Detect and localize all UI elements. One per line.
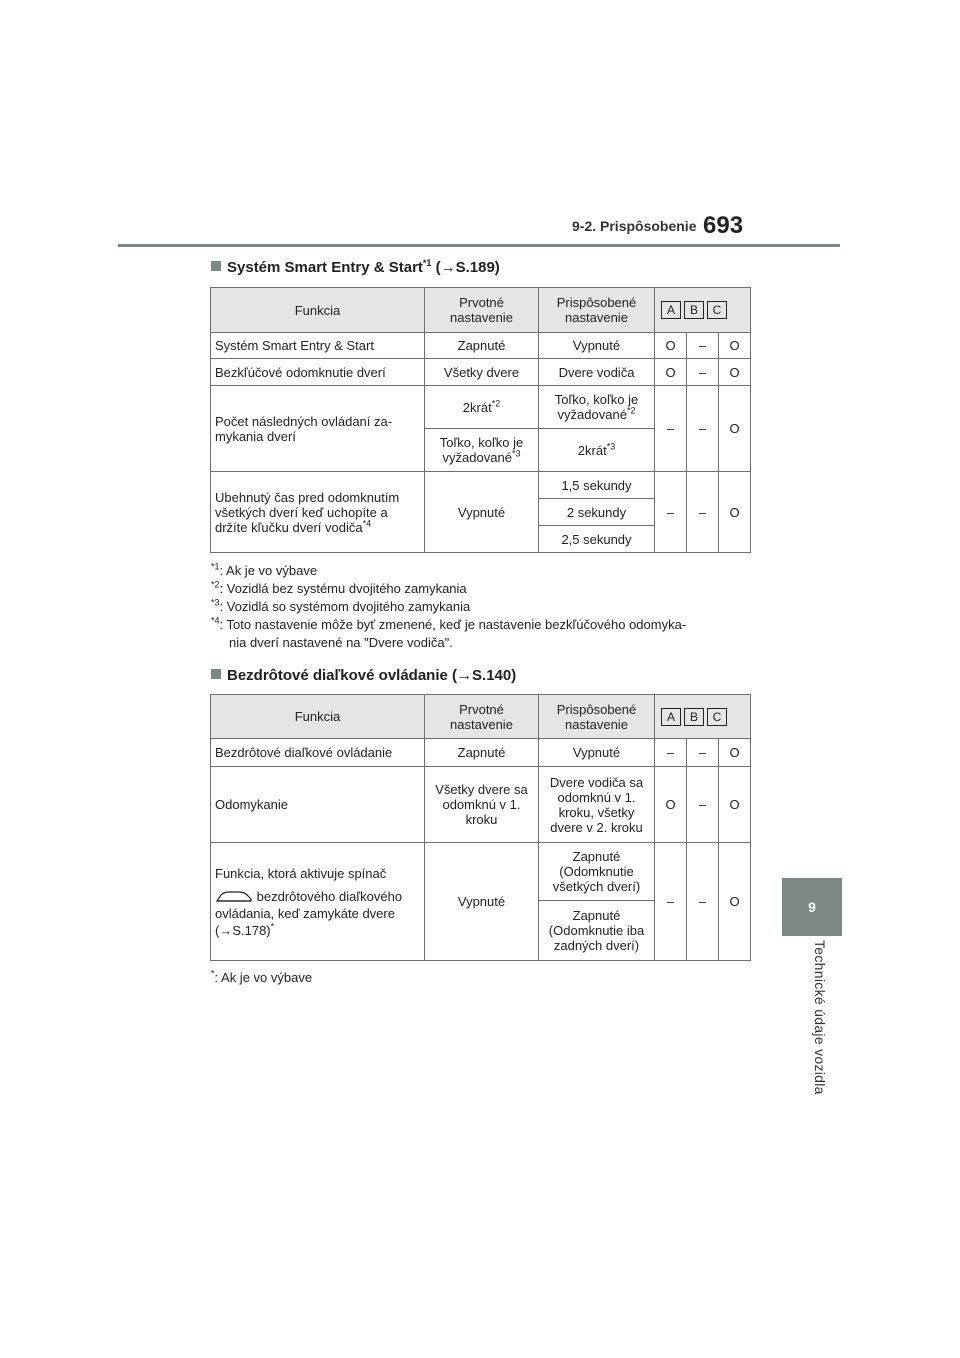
car-key-icon xyxy=(215,890,253,904)
page-number: 693 xyxy=(703,212,744,239)
table-row: Funkcia, ktorá aktivuje spínač bezdrôtového diaľkového ovládania, keď zamykáte dvere (→S.178)* Vypnuté Zapnuté (Odomknutie všetkých dverí) – – O xyxy=(211,843,751,901)
method-b-badge: B xyxy=(684,708,704,726)
settings-table-smart-entry xyxy=(210,287,751,553)
table-row: Bezdrôtové diaľkové ovládanie Zapnuté Vypnuté – – O xyxy=(211,739,751,767)
footnotes-section2 xyxy=(211,969,312,987)
col-prvotne: Prvotné nastavenie xyxy=(425,288,539,333)
chapter-tab[interactable] xyxy=(782,878,842,936)
footnote-continuation: nia dverí nastavené na "Dvere vodiča". xyxy=(229,635,453,650)
settings-table-remote xyxy=(210,694,751,961)
method-c-badge: C xyxy=(707,708,727,726)
table-row: 2,5 sekundy xyxy=(211,526,751,553)
method-a-badge: A xyxy=(661,301,681,319)
table-row: Systém Smart Entry & Start Zapnuté Vypnuté O – O xyxy=(211,333,751,359)
table-row: Zapnuté (Odomknutie iba zadných dverí) xyxy=(211,901,751,961)
section-heading: 9-2. Prispôsobenie xyxy=(572,218,697,234)
section2-title: Bezdrôtové diaľkové ovládanie (→S.140) xyxy=(211,667,516,684)
table-row: 2 sekundy xyxy=(211,499,751,526)
table-row: Odomykanie Všetky dvere sa odomknú v 1. kroku Dvere vodiča sa odomknú v 1. kroku, všetky dvere v 2. kroku O – O xyxy=(211,767,751,843)
function-reference[interactable]: (→S.178) xyxy=(215,922,271,938)
chapter-label: Technické údaje vozidla xyxy=(812,940,828,1095)
section1-reference[interactable]: (→S.189) xyxy=(435,259,500,276)
table-row: Toľko, koľko je vyžadované$^{*3}$ 2krát$^{*3}$ xyxy=(211,429,751,472)
col-prvotne: Prvotné nastavenie xyxy=(425,695,539,739)
bullet-square-icon xyxy=(211,669,221,679)
footnote: $^{*3}$: Vozidlá so systémom dvojitého zamykania xyxy=(211,597,471,614)
table-row: Počet následných ovládaní za-mykania dverí 2krát$^{*2}$ Toľko, koľko je vyžadované$^{*2}$ – – O xyxy=(211,386,751,429)
col-abc xyxy=(655,288,751,333)
footnote: $^{*2}$: Vozidlá bez systému dvojitého zamykania xyxy=(211,579,467,596)
col-funkcia: Funkcia xyxy=(211,695,425,739)
section2-reference[interactable]: (→S.140) xyxy=(452,667,517,684)
chapter-number: 9 xyxy=(808,899,816,915)
col-funkcia: Funkcia xyxy=(211,288,425,333)
section1-title: Systém Smart Entry & Start$^{*1}$ (→S.189) xyxy=(211,259,500,276)
col-prisposobene: Prispôsobené nastavenie xyxy=(539,695,655,739)
footnote: *: Ak je vo výbave xyxy=(211,968,313,985)
table-row: Bezkľúčové odomknutie dverí Všetky dvere Dvere vodiča O – O xyxy=(211,359,751,386)
col-abc xyxy=(655,695,751,739)
table-header-row xyxy=(211,288,751,333)
method-a-badge: A xyxy=(661,708,681,726)
footnote: $^{*1}$: Ak je vo výbave xyxy=(211,561,318,578)
footnotes-section1 xyxy=(211,562,751,652)
col-prisposobene: Prispôsobené nastavenie xyxy=(539,288,655,333)
table-row: Ubehnutý čas pred odomknutím všetkých dverí keď uchopíte a držíte kľučku dverí vodiča$^{*4}$ Vypnuté 1,5 sekundy – – O xyxy=(211,472,751,499)
footnote: $^{*4}$: Toto nastavenie môže byť zmenené, keď je nastavenie bezkľúčového odomyka- xyxy=(211,615,687,632)
table-header-row xyxy=(211,695,751,739)
method-c-badge: C xyxy=(707,301,727,319)
method-b-badge: B xyxy=(684,301,704,319)
bullet-square-icon xyxy=(211,261,221,271)
header-rule xyxy=(118,244,840,247)
